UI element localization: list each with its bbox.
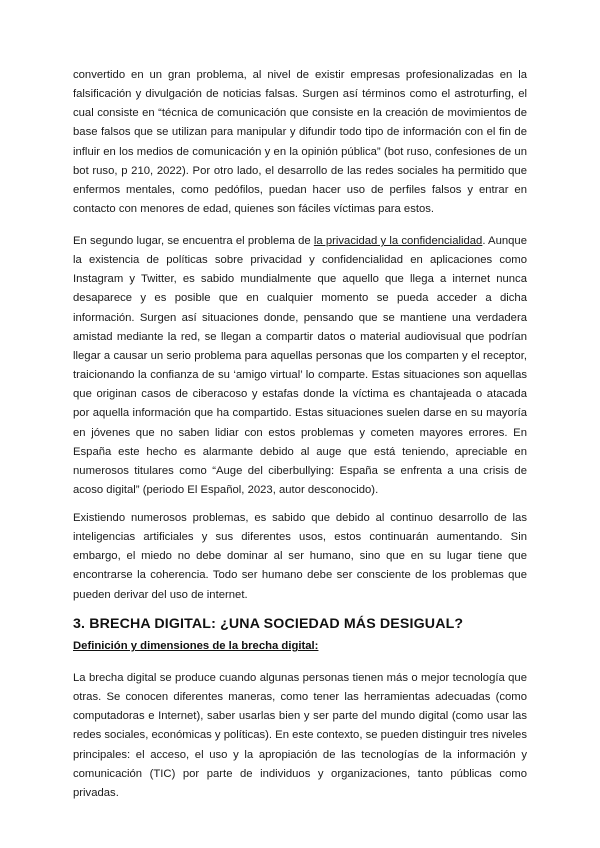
paragraph-privacy-intro: En segundo lugar, se encuentra el problema de (73, 235, 314, 247)
paragraph-digital-divide-definition: La brecha digital se produce cuando algunas personas tienen más o mejor tecnología que otras. Se conocen diferentes maneras, como tener las herramientas adecuadas (como computadoras e Internet), saber usarlas bien y ser parte del mundo digital (como usar las redes sociales, económicas y políticas). En este contexto, se pueden distinguir tres niveles principales: el acceso, el uso y la apropiación de las tecnologías de la información y comunicación (TIC) por parte de individuos y organizaciones, tanto públicas como privadas. (73, 672, 527, 799)
paragraph-conclusion: Existiendo numerosos problemas, es sabido que debido al continuo desarrollo de las inteligencias artificiales y sus diferentes usos, estos continuarán aumentando. Sin embargo, el miedo no debe dominar al ser humano, sino que en su lugar tiene que encontrarse la coherencia. Todo ser humano debe ser consciente de los problemas que pueden derivar del uso de internet. (73, 512, 527, 601)
paragraph-privacy (73, 232, 527, 500)
privacy-underlined-phrase: la privacidad y la confidencialidad (313, 235, 483, 247)
subsection-heading-definition: Definición y dimensiones de la brecha digital: (73, 640, 319, 652)
paragraph-fake-news: convertido en un gran problema, al nivel de existir empresas profesionalizadas en la falsificación y divulgación de noticias falsas. Surgen así términos como el astroturfing, el cual consiste en “técnica de comunicación que consiste en la creación de movimientos de base falsos que se utilizan para manipular y difundir todo tipo de información con el fin de influir en los medios de comunicación y en la opinión pública” (bot ruso, confesiones de un bot ruso, p 210, 2022). Por otro lado, el desarrollo de las redes sociales ha permitido que enfermos mentales, como pedófilos, puedan hacer uso de perfiles falsos y entrar en contacto con menores de edad, quienes son fáciles víctimas para estos. (73, 69, 527, 216)
paragraph-privacy-rest: . Aunque la existencia de políticas sobre privacidad y confidencialidad en aplicaciones como Instagram y Twitter, es sabido mundialmente que aquello que llega a internet nunca desaparece y es posible que en cualquier momento se pueda acceder a dicha información. Surgen así situaciones donde, pensando que se mantiene una verdadera amistad mediante la red, se llegan a compartir datos o material audiovisual que podrían llegar a causar un serio problema para aquellas personas que los comparten y el receptor, traicionando la confianza de su ‘amigo virtual’ lo comparte. Estas situaciones son aquellas que originan casos de ciberacoso y estafas donde la víctima es chantajeada o atacada por aquella información que ha compartido. Estas situaciones suelen darse en su mayoría en jóvenes que no saben lidiar con estos problemas y cometen mayores errores. En España este hecho es alarmante debido al auge que está teniendo, apreciable en numerosos titulares como “Auge del ciberbullying: España se enfrenta a una crisis de acoso digital” (periodo El Español, 2023, autor desconocido). (73, 235, 527, 497)
section-heading-digital-divide: 3. BRECHA DIGITAL: ¿UNA SOCIEDAD MÁS DESIGUAL? (73, 616, 464, 632)
